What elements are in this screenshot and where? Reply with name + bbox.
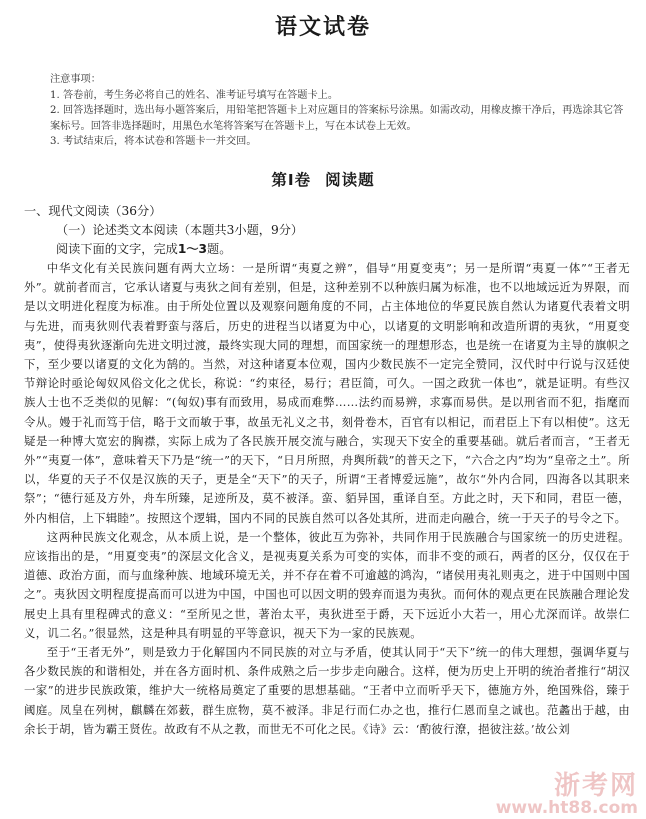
- note-item-3: 3. 考试结束后，将本试卷和答题卡一并交回。: [50, 136, 257, 147]
- passage-paragraph-3: 至于“王者无外”，则是致力于化解国内不同民族的对立与矛盾，使其认同于“天下”统一的伟大理想，强调华夏与各少数民族的和谐相处，并在各方面时机、条件成熟之后一步步走向融合。这样，便为历史上开明的统治者推行“胡汉一家”的进步民族政策，维护大一统格局奠定了重要的思想基础。“王者中立而听乎天下，德施方外，绝国殊俗，臻于阈庭。凤皇在列树，麒麟在郊薮，群生庶物，莫不被泽。非足行而仁办之也，推行仁恩而皇之诚也。范蠡出于越，由余长于胡，皆为霸王贤佐。故政有不从之教，而世无不可化之民。《诗》云：‘酌彼行潦，挹彼注兹。’故公刘: [24, 645, 630, 736]
- instruction-range: 1～3: [177, 242, 208, 256]
- exam-title: 语文试卷: [274, 15, 371, 40]
- site-watermark: [496, 773, 638, 817]
- watermark-logo-text: 浙考网: [553, 771, 638, 801]
- notes-heading: 注意事项：: [50, 74, 101, 85]
- instruction-prefix: 阅读下面的文字，完成: [56, 242, 178, 256]
- subpart-heading: （一）论述类文本阅读（本题共3小题，9分）: [56, 223, 304, 237]
- watermark-url: www.ht88.com: [495, 798, 638, 818]
- instruction-suffix: 题。: [207, 242, 232, 256]
- section-volume: 第Ⅰ卷: [271, 171, 312, 189]
- section-heading: [0, 168, 646, 190]
- passage-paragraph-2: 这两种民族文化观念，从本质上说，是一个整体，彼此互为弥补，共同作用于民族融合与国家统一的历史进程。应该指出的是，“用夏变夷”的深层文化含义，是视夷夏关系为可变的实体，而非不变的顽石，两者的区分，仅仅在于道德、政治方面，而与血缘种族、地域环境无关，并不存在着不可逾越的鸿沟，“诸侯用夷礼则夷之，进于中国则中国之”。夷狄因文明程度提高而可以进为中国，中国也可以因文明的毁弃而退为夷狄。而何休的观点更在民族融合理论发展史上具有里程碑式的意义：“至所见之世，著治太平，夷狄进至于爵，天下远近小大若一，用心尤深而详。故崇仁义，讥二名。”很显然，这是种具有明显的平等意识，视天下为一家的民族观。: [24, 529, 630, 640]
- section-name: 阅读题: [325, 171, 375, 189]
- exam-notes: [42, 72, 632, 150]
- reading-instruction: [56, 240, 231, 257]
- part-heading: 一、现代文阅读（36分）: [24, 204, 162, 218]
- passage-paragraph-1: 中华文化有关民族问题有两大立场：一是所谓“夷夏之辨”，倡导“用夏变夷”；另一是所谓“夷夏一体”“王者无外”。就前者而言，它承认诸夏与夷狄之间有差别，但是，这种差别不以种族归属为标准，也不以地域远近为界限，而是以文明进化程度为标准。由于所处位置以及观察问题角度的不同，占主体地位的华夏民族自然认为诸夏代表着文明与先进，而夷狄则代表着野蛮与落后，历史的进程当以诸夏为中心，以诸夏的文明影响和改造所谓的夷狄，“用夏变夷”，使得夷狄逐渐向先进文明过渡，最终实现大同的理想，而国家统一的理想形态，也是统一在诸夏为主导的旗帜之下，至少要以诸夏的文化为鹄的。当然，对这种诸夏本位观，国内少数民族不一定完全赞同，汉代时中行说与汉廷使节辩论时亟论匈奴风俗文化之优长，称说：“约束径，易行；君臣简，可久。一国之政犹一体也”，就是证明。有些汉族人士也不乏类似的见解：“(匈奴)事有而致用，易成而难弊……法约而易辨，求寡而易供。是以刑省而不犯，指麾而令从。嫚于礼而笃于信，略于文而敏于事，故虽无礼义之书，刻骨卷木，百官有以相记，而君臣上下有以相使”。这无疑是一种博大宽宏的胸襟，实际上成为了各民族开展交流与融合，实现天下安全的重要基础。就后者而言，“王者无外”“夷夏一体”，意味着天下乃是“统一”的天下，“日月所照，舟舆所载”的普天之下，“六合之内”均为“皇帝之土”。所以，华夏的天子不仅是汉族的天子，更是全“天下”的天子，所谓“王者博爱远施”，故尔“外内合同，四海各以其职来祭”；“德行延及方外，舟车所臻，足迹所及，莫不被泽。蛮、貊异国，重译自至。方此之时，天下和同，君臣一德，外内相信，上下辑睦”。按照这个逻辑，国内不同的民族自然可以各处其所，进而走向融合，统一于天子的号令之下。: [24, 261, 630, 525]
- reading-passage: [24, 259, 630, 739]
- note-item-1: 1. 答卷前，考生务必将自己的姓名、准考证号填写在答题卡上。: [50, 89, 339, 101]
- note-item-2: 2. 回答选择题时，选出每小题答案后，用铅笔把答题卡上对应题目的答案标号涂黑。如需改动，用橡皮擦干净后，再选涂其它答案标号。回答非选择题时，用黑色水笔将答案写在答题卡上，写在本试卷上无效。: [50, 105, 624, 132]
